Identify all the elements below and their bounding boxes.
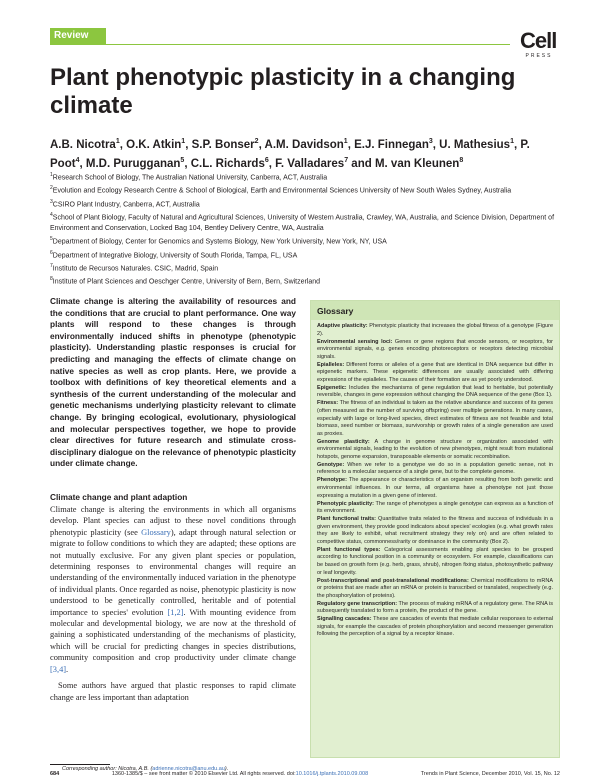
affiliation: $^1$Research School of Biology, The Australian National University, Canberra, ACT, Australia <box>50 172 328 182</box>
glossary-title: Glossary <box>311 301 559 320</box>
section-heading: Climate change and plant adaption <box>50 492 188 502</box>
glossary-definition: The range of phenotypes a single genotype can express as a function of its environment. <box>317 500 553 515</box>
glossary-definition: The process of making mRNA of a regulatory gene. The RNA is subsequently translated to form a protein, the product of the gene. <box>317 600 553 615</box>
cell-press-logo <box>520 30 558 64</box>
corresponding-author-note: Corresponding author: Nicotra, A.B. (adrienne.nicotra@anu.edu.au). <box>62 766 229 772</box>
citation-link[interactable]: [3,4] <box>50 664 67 674</box>
author: E.J. Finnegan$^3$ <box>354 138 433 151</box>
glossary-definition: The fitness of an individual is taken as the relative abundance and success of its genes (often measured as the number of surviving offspring) over multiple generations. In many cases, especially with large or long-lived species, direct estimates of fitness are not feasible and total biomass, seed number or biomass, survivorship or growth rates of a single generation are used as proxies. <box>317 400 553 437</box>
glossary-entry <box>317 400 553 438</box>
glossary-definition: Genes or gene regions that encode sensors, or receptors, for environmental signals, e.g. genes encoding photoreceptors or receptors detecting microbial signals. <box>317 338 553 360</box>
page-footer <box>50 771 560 777</box>
glossary-term: Epigenetic: <box>317 384 347 391</box>
glossary-term: Adaptive plasticity: <box>317 323 368 329</box>
glossary-entry <box>317 339 553 362</box>
author: U. Mathesius$^1$ <box>439 138 514 151</box>
glossary-term: Genotype: <box>317 461 345 468</box>
page-number: 684 <box>50 771 60 777</box>
glossary-body <box>311 320 559 639</box>
glossary-term: Signalling cascades: <box>317 616 372 623</box>
glossary-term: Post-transcriptional and post-translational modifications: <box>317 577 469 584</box>
glossary-entry <box>317 323 553 338</box>
header-rule <box>50 44 510 45</box>
glossary-term: Genome plasticity: <box>317 438 370 445</box>
glossary-entry <box>317 462 553 477</box>
author: M.D. Purugganan$^5$ <box>85 156 185 170</box>
author: O.K. Atkin$^1$ <box>126 138 186 151</box>
glossary-definition: When we refer to a genotype we do so in a population genetic sense, not in reference to a molecular sequence of a single gene, but to the complete genome. <box>317 461 553 476</box>
glossary-entry <box>317 516 553 546</box>
glossary-entry <box>317 439 553 462</box>
glossary-box <box>310 300 560 758</box>
section-label: Review <box>50 28 106 45</box>
glossary-term: Plant functional types: <box>317 546 381 553</box>
citation-link[interactable]: [1,2] <box>167 607 184 617</box>
author: M. van Kleunen$^8$ <box>374 156 464 170</box>
author: S.P. Bonser$^2$ <box>191 138 259 151</box>
affiliation: $^8$Institute of Plant Sciences and Oeschger Centre, University of Bern, Bern, Switzerland <box>50 276 321 286</box>
glossary-definition: Categorical assessments enabling plant species to be grouped according to functional position in a community or ecosystem. For example, classifications can be based on growth form (e.g. herb, grass, shrub), nitrogen fixing status, photosynthetic pathway or leaf longevity. <box>317 546 553 576</box>
glossary-entry <box>317 362 553 385</box>
logo-sub-text: PRESS <box>525 53 553 59</box>
affiliation: $^6$Department of Integrative Biology, University of South Florida, Tampa, FL, USA <box>50 249 298 259</box>
affiliation: $^3$CSIRO Plant Industry, Canberra, ACT, Australia <box>50 198 200 208</box>
glossary-definition: These are cascades of events that mediate cellular responses to external signals, for example the cascades of protein phosphorylation and second messenger generation following the perception of a signal by a receptor kinase. <box>317 616 553 638</box>
abstract: Climate change is altering the availability of resources and the conditions that are crucial to plant performance. One way plants will respond to these changes is through environmentally induced shifts in phenotype (phenotypic plasticity). Understanding plastic responses is crucial for predicting and managing the effects of climate change on native species as well as crop plants. Here, we provide a toolbox with definitions of key theoretical elements and a synthesis of the current understanding of the molecular and genetic mechanisms underlying plasticity relevant to climate change. By bringing ecological, evolutionary, physiological and molecular perspectives together, we hope to provide clear directives for future research and stimulate cross-disciplinary dialogue on the relevance of phenotypic plasticity under climate change. <box>50 296 296 469</box>
glossary-term: Epialleles: <box>317 361 345 368</box>
glossary-entry <box>317 547 553 577</box>
glossary-entry <box>317 385 553 400</box>
glossary-entry <box>317 616 553 639</box>
glossary-term: Environmental sensing loci: <box>317 338 393 345</box>
glossary-entry <box>317 501 553 516</box>
author: A.B. Nicotra$^1$ <box>50 138 120 151</box>
author-email-link[interactable]: adrienne.nicotra@anu.edu.au <box>152 766 225 772</box>
glossary-term: Phenotype: <box>317 477 347 484</box>
author: A.M. Davidson$^1$ <box>264 138 348 151</box>
glossary-definition: The appearance or characteristics of an organism resulting from both genetic and environmental influences. In our terms, all organisms have a phenotype not just those expressing a mutation in a given gene of interest. <box>317 477 553 499</box>
author-list: A.B. Nicotra$^1$, O.K. Atkin$^1$, S.P. Bonser$^2$, A.M. Davidson$^1$, E.J. Finnegan$^3$, U. Mathesius$^1$, P. Poot$^4$, M.D. Purugganan$^5$, C.L. Richards$^6$, F. Valladares$^7$ and M. van Kleunen$^8$ <box>50 138 530 170</box>
affiliation: $^5$Department of Biology, Center for Genomics and Systems Biology, New York University, New York, NY, USA <box>50 236 387 246</box>
affiliation: $^4$School of Plant Biology, Faculty of Natural and Agricultural Sciences, University of Western Australia, Crawley, WA, Australia, and Science Division, Department of Environment and Conservation, Locked Bag 104, Bentley Delivery Centre, WA, Australia <box>50 211 555 233</box>
logo-main-text: Cell <box>520 28 557 53</box>
glossary-definition: Phenotypic plasticity that increases the global fitness of a genotype (Figure 2). <box>317 323 553 337</box>
affiliation: $^7$Instituto de Recursos Naturales. CSIC, Madrid, Spain <box>50 262 219 273</box>
glossary-term: Plant functional traits: <box>317 516 377 523</box>
glossary-definition: Chemical modifications to mRNA or proteins that are made after an mRNA or protein is transcribed or translated, respectively (e.g. the phosphorylation of proteins). <box>317 577 553 599</box>
glossary-term: Fitness: <box>317 400 339 407</box>
body-paragraph: Some authors have argued that plastic responses to rapid climate change are less important than adaptation <box>50 681 296 702</box>
affiliation-list <box>50 170 560 288</box>
journal-citation: Trends in Plant Science, December 2010, Vol. 15, No. 12 <box>420 771 560 777</box>
copyright-line: 1360-1385/$ – see front matter © 2010 Elsevier Ltd. All rights reserved. doi:10.1016/j.tplants.2010.09.008 <box>111 771 369 777</box>
doi-link[interactable]: 10.1016/j.tplants.2010.09.008 <box>295 771 369 777</box>
body-paragraph: Climate change is altering the environments in which all organisms develop. Plant species can adjust to these novel conditions through phenotypic plasticity (see Glossary), adapt through natural selection or migrate to follow conditions to which they are adapted; these options are not mutually exclusive. For any given plant species or population, determining responses to environmental changes will require an understanding of the environmentally induced variation in the phenotype of individual plants. Once regarded as noise, phenotypic plasticity is now understood to be genetically controlled, heritable and of potential importance to species' evolution [1,2]. With mounting evidence from molecular and developmental biology, we are now at the threshold of gaining a sophisticated understanding of the mechanisms of plasticity, which will be crucial for predicting changes in species distributions, community composition and crop productivity under climate change [3,4]. <box>50 505 296 674</box>
affiliation: $^2$Evolution and Ecology Research Centre & School of Biological, Earth and Environmental Sciences University of New South Wales Sydney, Australia <box>50 185 512 195</box>
glossary-entry <box>317 601 553 616</box>
glossary-definition: Includes the mechanisms of gene regulation that lead to heritable, but potentially reversible, changes in gene expression without changing the DNA sequence of the gene (Box 1). <box>317 384 553 399</box>
footnote-rule <box>50 764 110 765</box>
author: F. Valladares$^7$ <box>275 156 349 170</box>
glossary-entry <box>317 477 553 500</box>
author: C.L. Richards$^6$ <box>190 156 269 170</box>
glossary-definition: A change in genome structure or organization associated with environmental signals, leading to the evolution of new phenotypes, might result from mutational hotspots, genome expansion, transposable elements or somatic recombination. <box>317 438 554 460</box>
glossary-entry <box>317 578 553 601</box>
glossary-definition: Quantitative traits related to the fitness and success of individuals in a given environment, they provide good indicators about species' ecologies (e.g. what growth rates they are likely to exhibit, what recruitment strategy they rely on) and are often related to competitive status, commonness/rarity or dominance in the community (Box 2). <box>317 516 553 545</box>
article-title: Plant phenotypic plasticity in a changing climate <box>50 64 516 119</box>
body-text <box>50 504 296 703</box>
glossary-term: Phenotypic plasticity: <box>317 500 374 507</box>
glossary-definition: Different forms or alleles of a gene that are identical in DNA sequence but differ in epigenetic markers. These epigenetic differences are usually associated with differing expressions of the epialleles. The causes of their formation are as yet poorly understood. <box>317 361 553 383</box>
glossary-link[interactable]: Glossary <box>141 527 171 537</box>
author: P. Poot$^4$ <box>50 138 530 170</box>
glossary-term: Regulatory gene transcription: <box>317 600 398 607</box>
